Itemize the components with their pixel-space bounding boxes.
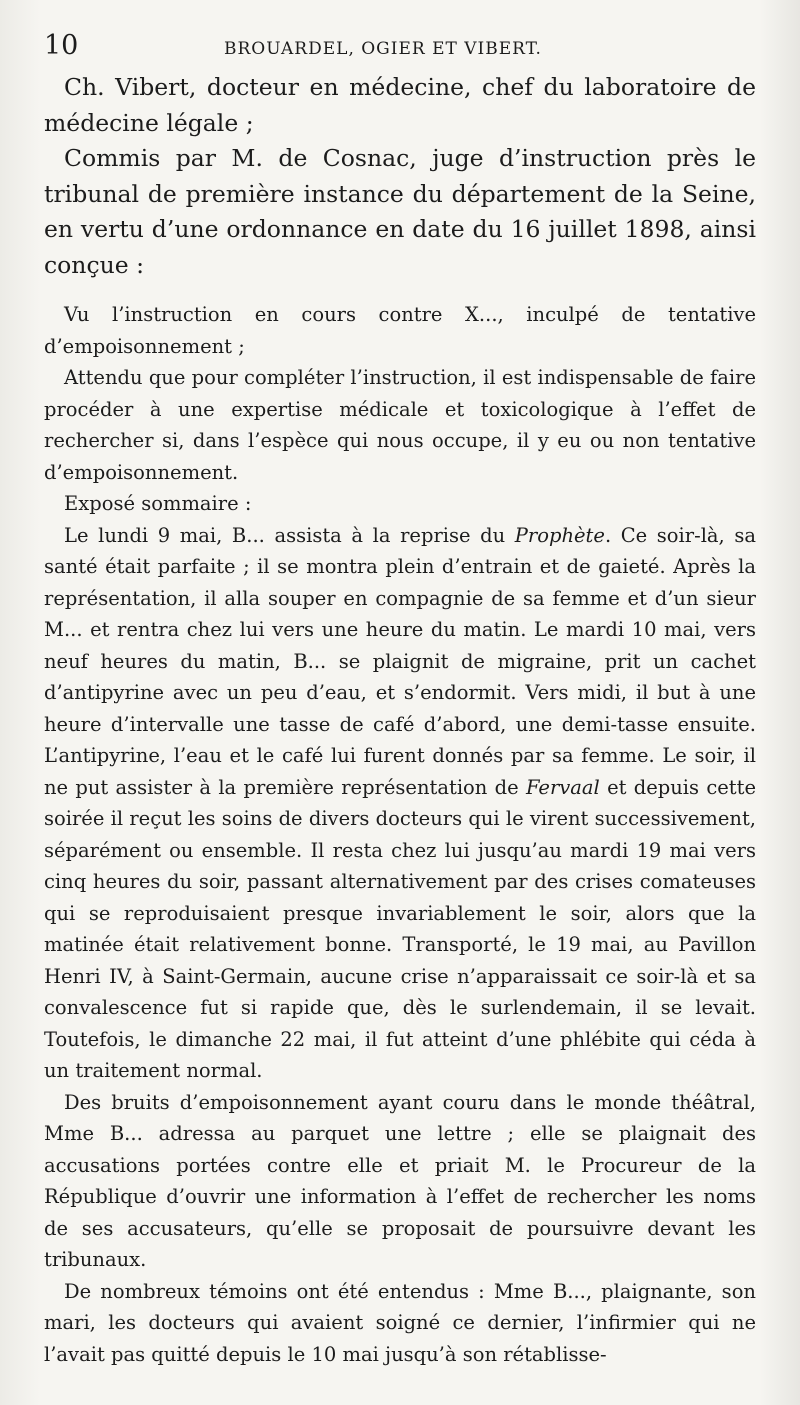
order-p4-part-3: et depuis cette soirée il reçut les soins de divers docteurs qui le virent successivement, séparément ou ensemble. Il resta chez lui jusqu’au mardi 19 mai vers cinq heures du soir, passant alternativement par des crises comateuses qui se reproduisaient presque invariablement le soir, alors que la matinée était relativement bonne. Transporté, le 19 mai, au Pavillon Henri IV, à Saint-Germain, aucune crise n’apparaissait ce soir-là et sa convalescence fut si rapide que, dès le surlendemain, il se levait. Toutefois, le dimanche 22 mai, il fut atteint d’une phlébite qui céda à un traitement normal. <box>44 775 757 1082</box>
running-head: BROUARDEL, OGIER ET VIBERT. <box>224 39 542 59</box>
page-number: 10 <box>44 30 79 61</box>
order-paragraph-1: Vu l’instruction en cours contre X..., inculpé de tentative d’empoisonnement ; <box>44 303 756 358</box>
ordonnance-text <box>44 299 756 1370</box>
order-paragraph-4 <box>44 520 756 1087</box>
order-paragraph-3: Exposé sommaire : <box>64 492 252 515</box>
opera-title-fervaal: Fervaal <box>525 775 600 799</box>
opera-title-prophete: Prophète <box>514 523 605 547</box>
lead-paragraph-1: Ch. Vibert, docteur en médecine, chef du laboratoire de médecine légale ; <box>44 73 756 137</box>
order-paragraph-5: Des bruits d’empoisonnement ayant couru dans le monde théâtral, Mme B... adressa au parquet une lettre ; elle se plaignait des accusations portées contre elle et priait M. le Procureur de la République d’ouvrir une information à l’effet de rechercher les noms de ses accusateurs, qu’elle se proposait de poursuivre devant les tribunaux. <box>44 1090 756 1271</box>
order-paragraph-2: Attendu que pour compléter l’instruction, il est indispensable de faire procéder à une expertise médicale et toxicologique à l’effet de rechercher si, dans l’espèce qui nous occupe, il y eu ou non tentative d’empoisonnement. <box>44 366 756 484</box>
order-paragraph-6: De nombreux témoins ont été entendus : Mme B..., plaignante, son mari, les docteurs qui avaient soigné ce dernier, l’infirmier qui ne l’avait pas quitté depuis le 10 mai jusqu’à son rétablisse- <box>44 1279 756 1366</box>
lead-paragraph-2: Commis par M. de Cosnac, juge d’instruction près le tribunal de première instance du département de la Seine, en vertu d’une ordonnance en date du 16 juillet 1898, ainsi conçue : <box>44 144 756 279</box>
order-p4-part-2: . Ce soir-là, sa santé était parfaite ; il se montra plein d’entrain et de gaieté. Après la représentation, il alla souper en compagnie de sa femme et d’un sieur M... et rentra chez lui vers une heure du matin. Le mardi 10 mai, vers neuf heures du matin, B... se plaignit de migraine, prit un cachet d’antipyrine avec un peu d’eau, et s’endormit. Vers midi, il but à une heure d’intervalle une tasse de café d’abord, une demi-tasse ensuite. L’antipyrine, l’eau et le café lui furent donnés par sa femme. Le soir, il ne put assister à la première représentation de <box>44 523 756 799</box>
order-p4-part-1: Le lundi 9 mai, B... assista à la reprise du <box>64 523 515 547</box>
page-header <box>44 30 756 70</box>
